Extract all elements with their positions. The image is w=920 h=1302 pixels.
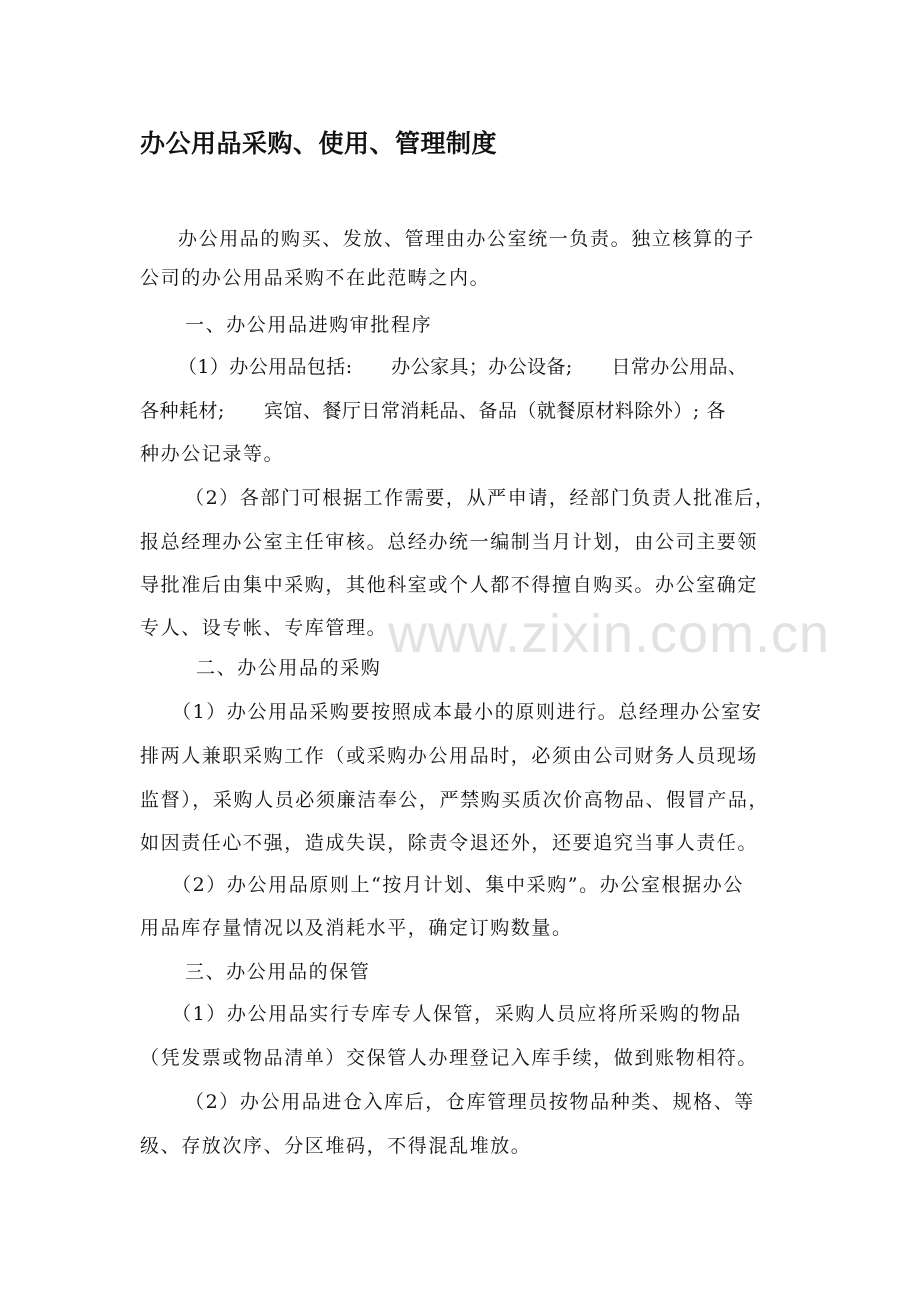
section-heading: 一、办公用品进购审批程序 — [185, 314, 433, 336]
watermark-text: www.zixin.com.cn — [388, 604, 831, 664]
paragraph-line: （2）办公用品进仓入库后，仓库管理员按物品种类、规格、等 — [185, 1091, 755, 1113]
paragraph-line: 各种耗材; 宾馆、餐厅日常消耗品、备品（就餐原材料除外）; 各 — [140, 400, 726, 422]
paragraph-line: 用品库存量情况以及消耗水平，确定订购数量。 — [140, 917, 573, 939]
paragraph-line: 公司的办公用品采购不在此范畴之内。 — [140, 267, 491, 289]
paragraph-line: 级、存放次序、分区堆码，不得混乱堆放。 — [140, 1135, 532, 1157]
paragraph-line: 如因责任心不强，造成失误，除责令退还外，还要追究当事人责任。 — [140, 832, 759, 854]
section-heading: 二、办公用品的采购 — [196, 657, 382, 679]
paragraph-line: （1）办公用品实行专库专人保管，采购人员应将所采购的物品 — [172, 1003, 742, 1025]
paragraph-line: 种办公记录等。 — [140, 443, 285, 465]
paragraph-line: （1）办公用品采购要按照成本最小的原则进行。总经理办公室安 — [172, 701, 763, 723]
paragraph-line: （2）办公用品原则上“按月计划、集中采购”。办公室根据办公 — [172, 874, 744, 896]
paragraph-line: （1）办公用品包括: 办公家具；办公设备; 日常办公用品、 — [178, 356, 748, 378]
paragraph-line: 办公用品的购买、发放、管理由办公室统一负责。独立核算的子 — [178, 228, 755, 250]
paragraph-line: 报总经理办公室主任审核。总经办统一编制当月计划，由公司主要领 — [140, 531, 759, 553]
paragraph-line: 排两人兼职采购工作（或采购办公用品时，必须由公司财务人员现场 — [140, 745, 759, 767]
document-title: 办公用品采购、使用、管理制度 — [140, 129, 498, 158]
paragraph-line: 专人、设专帐、专库管理。 — [140, 617, 388, 639]
paragraph-line: 监督），采购人员必须廉洁奉公，严禁购买质次价高物品、假冒产品， — [140, 789, 770, 811]
paragraph-line: 导批准后由集中采购，其他科室或个人都不得擅自购买。办公室确定 — [140, 574, 759, 596]
section-heading: 三、办公用品的保管 — [185, 961, 371, 983]
paragraph-line: （凭发票或物品清单）交保管人办理登记入库手续，做到账物相符。 — [140, 1047, 759, 1069]
paragraph-line: （2）各部门可根据工作需要，从严申请，经部门负责人批准后， — [185, 487, 776, 509]
